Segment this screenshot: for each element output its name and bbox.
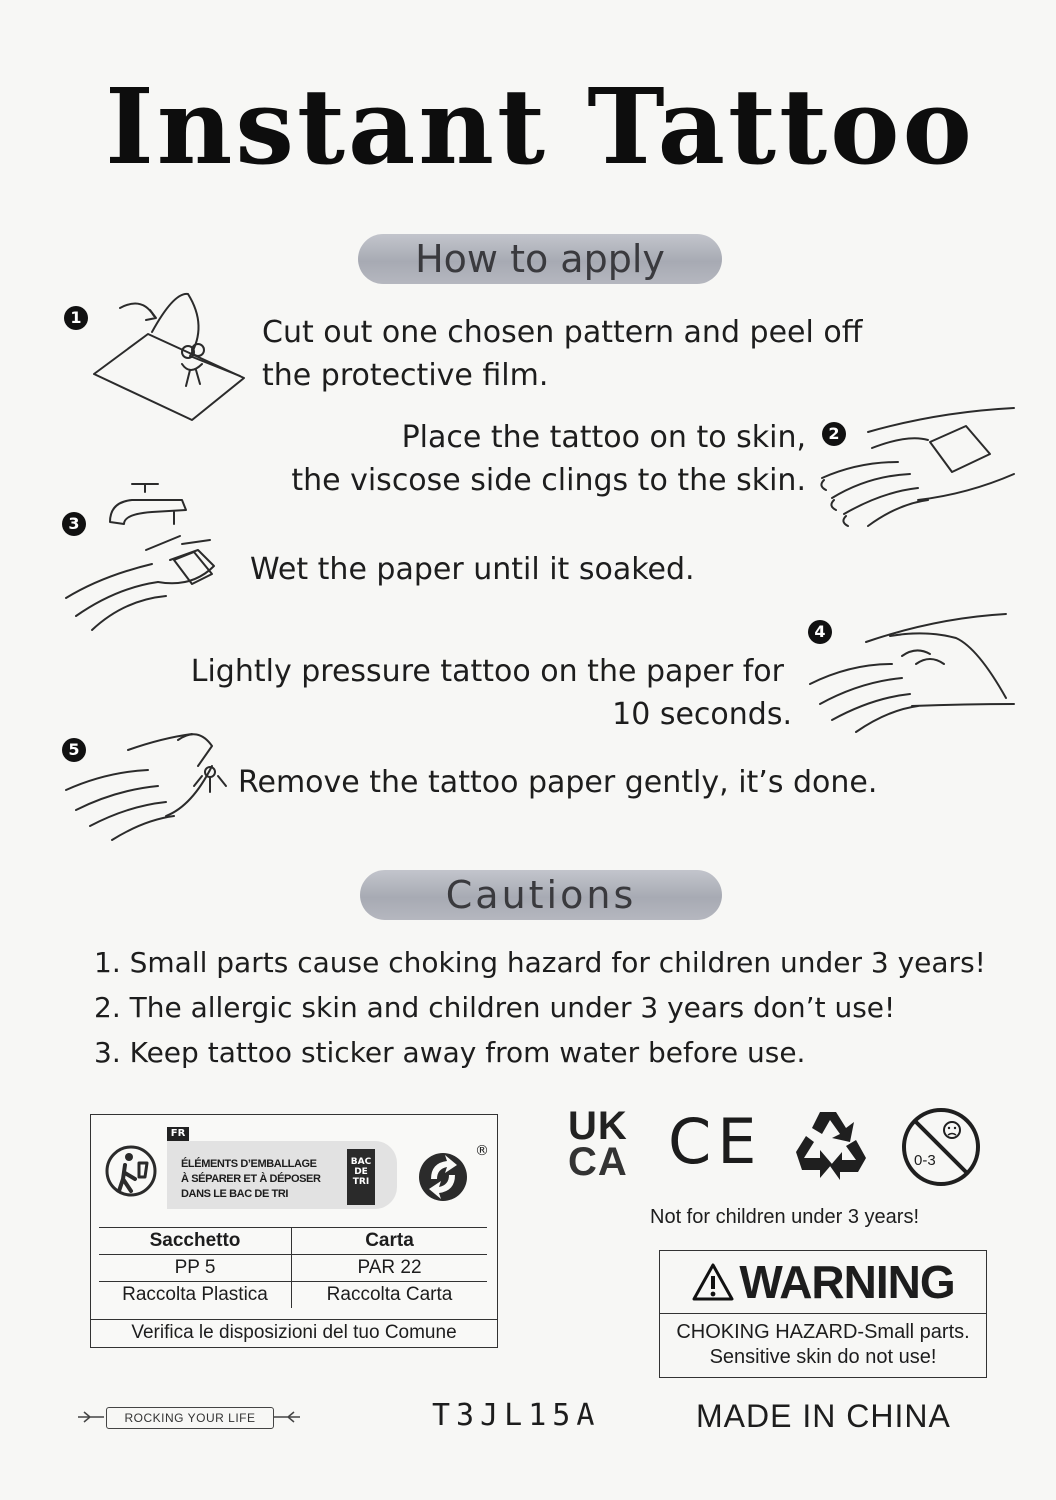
how-to-apply-heading: How to apply: [358, 234, 722, 284]
table-header: Carta: [292, 1228, 488, 1255]
brand-text: ROCKING YOUR LIFE: [106, 1407, 274, 1429]
step-4-number: 4: [808, 620, 832, 644]
recycling-info-box: [90, 1114, 498, 1348]
step-1-line-2: the protective film.: [262, 358, 549, 393]
cautions-heading: Cautions: [360, 870, 722, 920]
step-1-line-1: Cut out one chosen pattern and peel off: [262, 315, 863, 350]
table-header: Sacchetto: [99, 1228, 292, 1255]
bin-line: DE: [354, 1167, 368, 1177]
not-for-children-text: Not for children under 3 years!: [650, 1206, 920, 1228]
step-5-line-1: Remove the tattoo paper gently, it’s done.: [238, 765, 878, 800]
caution-item: 1. Small parts cause choking hazard for children under 3 years!: [94, 946, 986, 979]
age-badge: 0-3: [914, 1152, 936, 1169]
made-in-text: MADE IN CHINA: [696, 1398, 951, 1434]
brand-logo: [76, 1402, 302, 1432]
fr-badge: FR: [167, 1127, 189, 1141]
step-3-line-1: Wet the paper until it soaked.: [250, 552, 695, 587]
age-warning-icon: [900, 1106, 982, 1188]
table-row: [99, 1255, 487, 1282]
warning-box: [659, 1250, 987, 1378]
bin-line: TRI: [352, 1177, 370, 1187]
registered-mark: ®: [475, 1143, 489, 1159]
warning-line: CHOKING HAZARD-Small parts.: [676, 1321, 970, 1343]
product-code: T3JL15A: [432, 1398, 601, 1433]
fr-line: DANS LE BAC DE TRI: [181, 1188, 289, 1200]
step-2-line-1: Place the tattoo on to skin,: [401, 420, 806, 455]
step-4-line-2: 10 seconds.: [612, 697, 792, 732]
hand-place-tattoo-icon: [818, 404, 1018, 534]
step-2-number: 2: [822, 422, 846, 446]
table-cell: Raccolta Carta: [292, 1282, 488, 1309]
warning-header: [660, 1251, 986, 1314]
warning-title: WARNING: [739, 1256, 955, 1308]
table-cell: PAR 22: [292, 1255, 488, 1282]
uk-text: UK: [568, 1104, 628, 1148]
table-row: [99, 1282, 487, 1309]
recycling-footer: Verifica le disposizioni del tuo Comune: [91, 1319, 497, 1344]
table-cell: Raccolta Plastica: [99, 1282, 292, 1309]
green-dot-icon: [417, 1149, 477, 1205]
warning-body: [660, 1314, 986, 1370]
warning-line: Sensitive skin do not use!: [709, 1346, 937, 1368]
triman-icon: [103, 1143, 159, 1199]
hand-press-tattoo-icon: [806, 608, 1016, 738]
ukca-mark: [568, 1104, 628, 1184]
step-4-line-1: Lightly pressure tattoo on the paper for: [190, 654, 784, 689]
ce-mark: CE: [668, 1105, 763, 1178]
fr-line: ÉLÉMENTS D’EMBALLAGE: [181, 1158, 317, 1170]
cautions-list: [94, 940, 986, 1075]
recycling-table: [99, 1227, 487, 1308]
fr-line: À SÉPARER ET À DÉPOSER: [181, 1173, 321, 1185]
page-title: Instant Tattoo: [105, 65, 975, 188]
step-5-number: 5: [62, 738, 86, 762]
step-2-line-2: the viscose side clings to the skin.: [291, 463, 806, 498]
bin-line: BAC: [350, 1157, 372, 1167]
step-3-number: 3: [62, 512, 86, 536]
caution-item: 2. The allergic skin and children under 3 years don’t use!: [94, 991, 896, 1024]
ca-text: CA: [568, 1140, 628, 1184]
wet-paper-faucet-icon: [62, 478, 222, 638]
recycle-icon: [790, 1106, 872, 1182]
peel-film-icon: [90, 286, 250, 426]
remove-paper-icon: [62, 726, 232, 846]
sorting-bin-icon: [347, 1149, 375, 1205]
warning-triangle-icon: [691, 1255, 735, 1317]
step-1-number: 1: [64, 306, 88, 330]
caution-item: 3. Keep tattoo sticker away from water before use.: [94, 1036, 806, 1069]
table-cell: PP 5: [99, 1255, 292, 1282]
